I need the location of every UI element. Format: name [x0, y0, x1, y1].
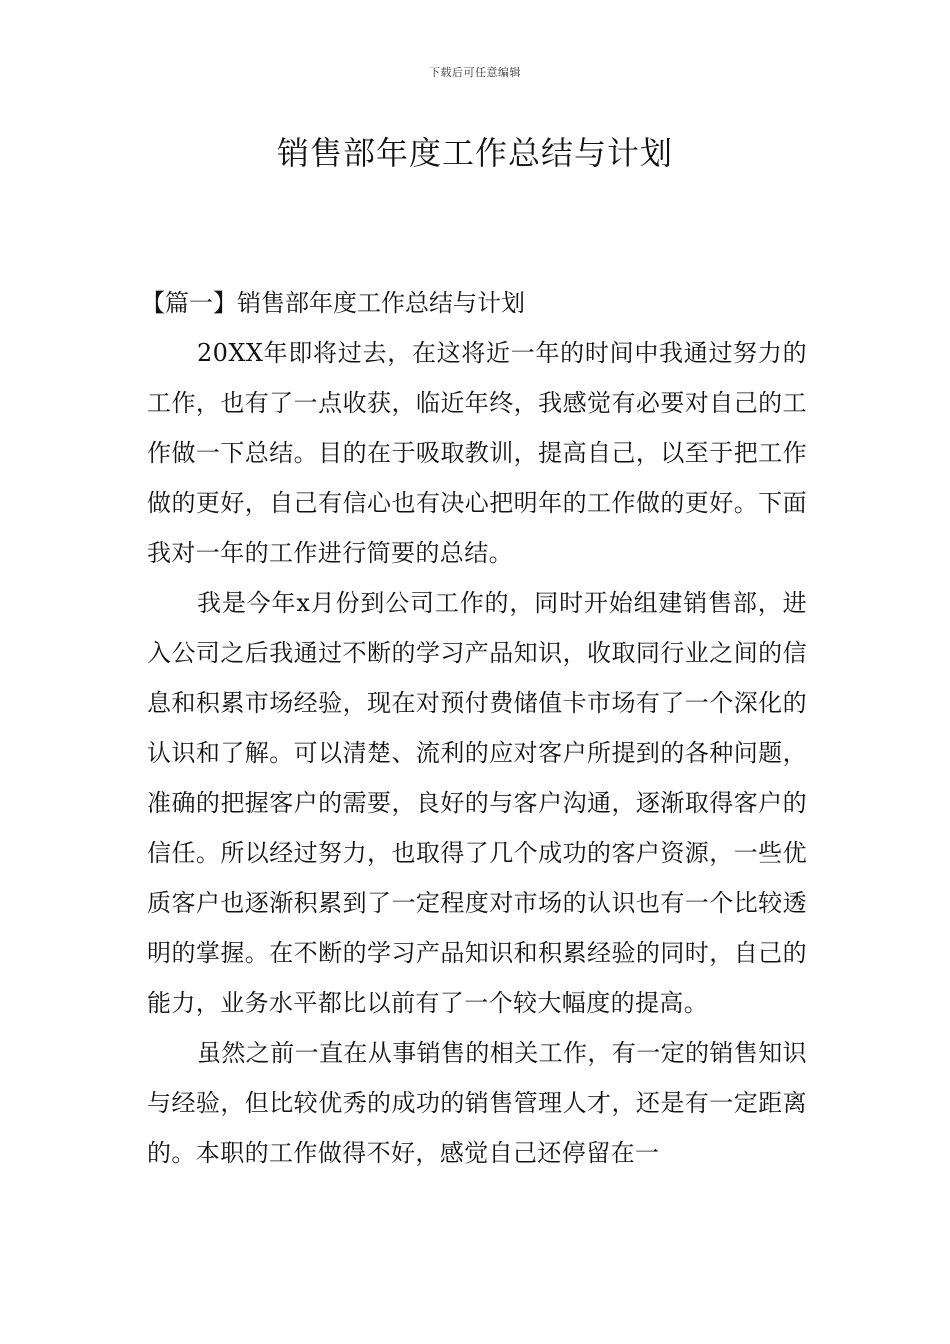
document-title: 销售部年度工作总结与计划 [276, 134, 673, 172]
paragraph-3: 虽然之前一直在从事销售的相关工作，有一定的销售知识与经验，但比较优秀的成功的销售管理人才，还是有一定距离的。本职的工作做得不好，感觉自己还停留在一 [147, 1039, 807, 1167]
paragraph-1: 20XX年即将过去，在这将近一年的时间中我通过努力的工作，也有了一点收获，临近年终，我感觉有必要对自己的工作做一下总结。目的在于吸取教训，提高自己，以至于把工作做的更好，自己有信心也有决心把明年的工作做的更好。下面我对一年的工作进行简要的总结。 [147, 339, 807, 567]
header-note: 下载后可任意编辑 [429, 66, 521, 79]
section-heading: 【篇一】销售部年度工作总结与计划 [141, 289, 525, 317]
paragraph-2: 我是今年x月份到公司工作的，同时开始组建销售部，进入公司之后我通过不断的学习产品知识，收取同行业之间的信息和积累市场经验，现在对预付费储值卡市场有了一个深化的认识和了解。可以清楚、流利的应对客户所提到的各种问题，准确的把握客户的需要，良好的与客户沟通，逐渐取得客户的信任。所以经过努力，也取得了几个成功的客户资源，一些优质客户也逐渐积累到了一定程度对市场的认识也有一个比较透明的掌握。在不断的学习产品知识和积累经验的同时，自己的能力，业务水平都比以前有了一个较大幅度的提高。 [147, 589, 807, 1017]
document-body [141, 278, 807, 1178]
